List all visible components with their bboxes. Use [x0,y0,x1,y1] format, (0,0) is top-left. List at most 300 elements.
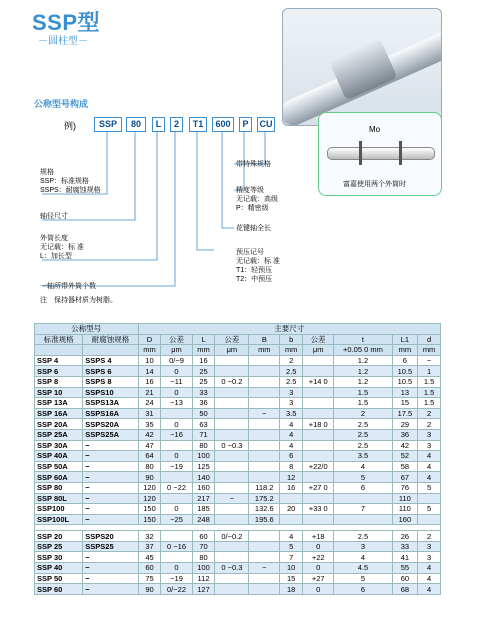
value-cell: 1.5 [334,398,392,409]
value-cell: 0 −0.2 [215,376,249,387]
table-row [35,440,441,451]
model-cell: SSP 6 [35,366,83,377]
value-cell [303,514,334,525]
value-cell: 132.6 [249,504,280,515]
value-cell [215,584,249,595]
value-cell: 150 [138,504,161,515]
value-cell: SSPS20 [83,531,138,542]
table-row [35,504,441,515]
value-cell: 32 [138,531,161,542]
value-cell: 68 [392,584,418,595]
value-cell [161,408,192,419]
value-cell: 90 [138,472,161,483]
unit-cell: μm [161,345,192,356]
value-cell: 47 [138,440,161,451]
value-cell: − [83,573,138,584]
model-cell: SSP 40A [35,451,83,462]
annotation-length: 花键轴全长 [236,225,271,232]
model-cell: SSP 50A [35,461,83,472]
value-cell: 4 [334,552,392,563]
model-cell: SSP 25A [35,429,83,440]
value-cell: 3 [418,552,441,563]
value-cell: 1.5 [418,376,441,387]
code-part-grade: P [239,117,252,132]
value-cell: SSPS 4 [83,355,138,366]
value-cell [215,541,249,552]
page-subtitle: －圆柱型－ [38,36,88,47]
value-cell [303,451,334,462]
value-cell [161,493,192,504]
value-cell: −19 [161,461,192,472]
moment-shaft-image [327,147,435,160]
table-column-headers [35,334,441,345]
unit-cell [83,345,138,356]
value-cell: 4 [280,440,303,451]
value-cell: 7 [334,504,392,515]
value-cell: 0 [161,366,192,377]
value-cell: 0/−0.2 [215,531,249,542]
unit-cell: mm [192,345,215,356]
value-cell: 2.5 [280,376,303,387]
value-cell [303,429,334,440]
value-cell: 110 [392,493,418,504]
value-cell: 29 [392,419,418,430]
value-cell: 80 [138,461,161,472]
annotation-shaft: 轴径尺寸 [40,213,68,220]
value-cell [249,461,280,472]
value-cell: 80 [192,440,215,451]
value-cell [215,461,249,472]
annotation-preload: 预压记号 无记载：标 准 T1：轻预压 T2：中预压 [236,249,280,283]
model-cell: SSP 10 [35,387,83,398]
value-cell: − [83,440,138,451]
value-cell: 60 [192,531,215,542]
table-row [35,531,441,542]
value-cell: 2.5 [280,366,303,377]
table-row [35,472,441,483]
value-cell: +22 [303,552,334,563]
table-body-main [35,355,441,525]
value-cell [249,376,280,387]
value-cell: 3 [334,541,392,552]
value-cell: 0 [303,584,334,595]
value-cell [215,451,249,462]
value-cell: 120 [138,482,161,493]
table-row [35,355,441,366]
value-cell: −19 [161,573,192,584]
unit-cell: mm [418,345,441,356]
value-cell: − [83,472,138,483]
value-cell: 1.2 [334,355,392,366]
value-cell [215,504,249,515]
value-cell: 25 [192,376,215,387]
value-cell: 42 [138,429,161,440]
table-row [35,419,441,430]
value-cell [161,440,192,451]
value-cell: 0 [161,419,192,430]
value-cell: 3 [418,440,441,451]
value-cell [249,541,280,552]
value-cell: 17.5 [392,408,418,419]
model-cell: SSP 13A [35,398,83,409]
model-cell: SSP 30 [35,552,83,563]
value-cell: 3.5 [280,408,303,419]
value-cell: 7 [280,552,303,563]
value-cell: 4 [418,472,441,483]
value-cell [334,493,392,504]
annotation-special: 带特殊规格 [236,161,271,168]
value-cell: +27 0 [303,482,334,493]
value-cell [249,387,280,398]
value-cell: 15 [280,573,303,584]
spec-table [34,323,441,595]
value-cell: 125 [192,461,215,472]
value-cell [249,398,280,409]
value-cell: − [83,514,138,525]
value-cell: 36 [192,398,215,409]
column-header: 标准规格 [35,334,83,345]
value-cell [249,531,280,542]
value-cell: 16 [192,355,215,366]
table-body-secondary [35,531,441,595]
value-cell: 55 [392,563,418,574]
code-part-preload: T1 [189,117,207,132]
value-cell: 127 [192,584,215,595]
value-cell [303,408,334,419]
annotation-outer: 外筒长度 无记载：标 准 L：加长型 [40,235,84,260]
example-label: 例) [64,121,76,131]
note: 注 保持器材质为树脂。 [40,297,117,304]
table-row [35,451,441,462]
table-header-dims: 主要尺寸 [138,324,440,335]
value-cell: 14 [138,366,161,377]
table-row [35,552,441,563]
value-cell: SSPS20A [83,419,138,430]
value-cell: 26 [392,531,418,542]
value-cell [249,573,280,584]
value-cell: 25 [192,366,215,377]
value-cell: 5 [334,472,392,483]
value-cell: 37 [138,541,161,552]
value-cell: 5 [418,482,441,493]
value-cell: −13 [161,398,192,409]
value-cell: 4 [418,563,441,574]
value-cell [334,514,392,525]
code-part-count: 2 [170,117,183,132]
value-cell: 5 [418,504,441,515]
table-row [35,584,441,595]
value-cell: 0 [161,504,192,515]
value-cell: 10 [138,355,161,366]
model-cell: SSP 20 [35,531,83,542]
value-cell [249,451,280,462]
value-cell: 100 [192,451,215,462]
value-cell [249,429,280,440]
value-cell: 33 [392,541,418,552]
value-cell: 10.5 [392,376,418,387]
model-cell: SSP 30A [35,440,83,451]
value-cell: 31 [138,408,161,419]
value-cell [215,366,249,377]
value-cell [215,482,249,493]
value-cell [303,387,334,398]
column-header: b [280,334,303,345]
value-cell [249,472,280,483]
value-cell: 140 [192,472,215,483]
value-cell: 60 [138,563,161,574]
value-cell: 20 [280,504,303,515]
value-cell: 35 [138,419,161,430]
value-cell [249,355,280,366]
value-cell: 76 [392,482,418,493]
value-cell [418,493,441,504]
value-cell: 36 [392,429,418,440]
column-header: 公差 [303,334,334,345]
value-cell [215,408,249,419]
table-row [35,514,441,525]
value-cell: 70 [192,541,215,552]
value-cell [303,493,334,504]
model-cell: SSP100 [35,504,83,515]
value-cell: 100 [192,563,215,574]
value-cell: 248 [192,514,215,525]
moment-label: Mo [369,125,381,134]
model-cell: SSP 60 [35,584,83,595]
value-cell: 64 [138,451,161,462]
value-cell: 42 [392,440,418,451]
value-cell: 52 [392,451,418,462]
column-header: 公差 [215,334,249,345]
value-cell: SSPS25A [83,429,138,440]
value-cell: 2 [418,419,441,430]
value-cell: − [83,552,138,563]
value-cell: − [83,584,138,595]
value-cell: 217 [192,493,215,504]
value-cell: 0 −16 [161,541,192,552]
value-cell: 63 [192,419,215,430]
value-cell: 4 [418,451,441,462]
value-cell: SSPS10 [83,387,138,398]
value-cell: 112 [192,573,215,584]
value-cell: SSPS 8 [83,376,138,387]
column-header: 耐腐蚀规格 [83,334,138,345]
table-row [35,461,441,472]
value-cell: 0 [161,387,192,398]
value-cell: 160 [392,514,418,525]
code-part-size: 80 [126,117,146,132]
value-cell: 175.2 [249,493,280,504]
value-cell: 0 −22 [161,482,192,493]
value-cell: 16 [138,376,161,387]
column-header: d [418,334,441,345]
value-cell: +14 0 [303,376,334,387]
value-cell [280,493,303,504]
value-cell: 0 −0.3 [215,563,249,574]
value-cell: 5 [280,541,303,552]
value-cell: +33 0 [303,504,334,515]
value-cell: SSPS16A [83,408,138,419]
value-cell [215,573,249,584]
value-cell [249,440,280,451]
value-cell [215,472,249,483]
unit-cell: mm [138,345,161,356]
value-cell: 75 [138,573,161,584]
value-cell: 120 [138,493,161,504]
column-header: L [192,334,215,345]
model-cell: SSP 25 [35,541,83,552]
value-cell [249,552,280,563]
value-cell: 60 [392,573,418,584]
table-row [35,408,441,419]
value-cell: 0 [303,563,334,574]
unit-cell: μm [303,345,334,356]
column-header: B [249,334,280,345]
value-cell: 45 [138,552,161,563]
value-cell: 4 [280,531,303,542]
value-cell: 3 [418,429,441,440]
value-cell: 3.5 [334,451,392,462]
value-cell [303,398,334,409]
table-row [35,366,441,377]
value-cell: 3 [280,387,303,398]
value-cell: 0 −0.3 [215,440,249,451]
value-cell: 58 [392,461,418,472]
value-cell: SSPS13A [83,398,138,409]
value-cell: 18 [280,584,303,595]
value-cell [303,366,334,377]
section-heading: 公称型号构成 [34,99,89,109]
model-cell: SSP100L [35,514,83,525]
value-cell: 10.5 [392,366,418,377]
table-row [35,398,441,409]
value-cell: 2.5 [334,419,392,430]
model-cell: SSP 80 [35,482,83,493]
value-cell: 80 [192,552,215,563]
model-cell: SSP 60A [35,472,83,483]
value-cell [303,472,334,483]
value-cell [161,552,192,563]
moment-nut-mark [359,141,362,165]
value-cell [215,419,249,430]
value-cell: 1 [418,366,441,377]
value-cell [215,552,249,563]
value-cell: 150 [138,514,161,525]
value-cell: 0/−22 [161,584,192,595]
value-cell: +27 [303,573,334,584]
unit-cell: mm [249,345,280,356]
table-header-model: 公称型号 [35,324,139,335]
value-cell: 8 [280,461,303,472]
value-cell: − [83,461,138,472]
value-cell: 90 [138,584,161,595]
table-row [35,563,441,574]
value-cell: 195.6 [249,514,280,525]
value-cell: 41 [392,552,418,563]
value-cell: − [83,451,138,462]
value-cell: 1.5 [418,387,441,398]
value-cell: 2 [334,408,392,419]
table-row [35,541,441,552]
value-cell: 24 [138,398,161,409]
value-cell: 2 [418,408,441,419]
value-cell: − [418,355,441,366]
value-cell: 6 [280,451,303,462]
value-cell: 4 [280,419,303,430]
value-cell [215,398,249,409]
value-cell: 6 [334,482,392,493]
value-cell: 12 [280,472,303,483]
value-cell: − [83,504,138,515]
value-cell [249,366,280,377]
value-cell: 0 [303,541,334,552]
value-cell: 1.5 [334,387,392,398]
value-cell: 110 [392,504,418,515]
value-cell [249,584,280,595]
value-cell: − [83,482,138,493]
model-cell: SSP 16A [35,408,83,419]
annotation-spec: 规格 SSP：标准规格 SSPS：耐腐蚀规格 [40,169,101,194]
code-part-series: SSP [94,117,122,132]
value-cell: +22/0 [303,461,334,472]
value-cell: 3 [280,398,303,409]
value-cell [303,440,334,451]
value-cell: 4 [280,429,303,440]
value-cell [161,472,192,483]
value-cell: 13 [392,387,418,398]
value-cell [215,387,249,398]
model-cell: SSP 4 [35,355,83,366]
moment-caption: 富嘉使用两个外筒时 [343,181,406,188]
value-cell: 33 [192,387,215,398]
value-cell [418,514,441,525]
value-cell: 160 [192,482,215,493]
value-cell [215,514,249,525]
value-cell: − [83,493,138,504]
column-header: t [334,334,392,345]
value-cell: 2.5 [334,429,392,440]
value-cell: SSPS 6 [83,366,138,377]
unit-cell: +0.05 0 mm [334,345,392,356]
value-cell: 2 [418,531,441,542]
value-cell: − [249,563,280,574]
value-cell [249,419,280,430]
value-cell: 4 [418,573,441,584]
annotation-grade: 精度等级 无记载：高级 P：精密级 [236,187,278,212]
value-cell: 5 [334,573,392,584]
value-cell: 15 [392,398,418,409]
value-cell: 185 [192,504,215,515]
value-cell: 50 [192,408,215,419]
table-row [35,573,441,584]
column-header: L1 [392,334,418,345]
value-cell: 4 [418,461,441,472]
value-cell: 2.5 [334,440,392,451]
unit-cell: μm [215,345,249,356]
table-row [35,387,441,398]
value-cell: 1.5 [418,398,441,409]
value-cell: +18 [303,531,334,542]
table-row [35,482,441,493]
table-row [35,429,441,440]
value-cell: 0/−9 [161,355,192,366]
value-cell: − [215,493,249,504]
value-cell: 67 [392,472,418,483]
value-cell: 4 [334,461,392,472]
unit-cell: mm [280,345,303,356]
value-cell [280,514,303,525]
moment-diagram [318,112,442,196]
value-cell: 118.2 [249,482,280,493]
